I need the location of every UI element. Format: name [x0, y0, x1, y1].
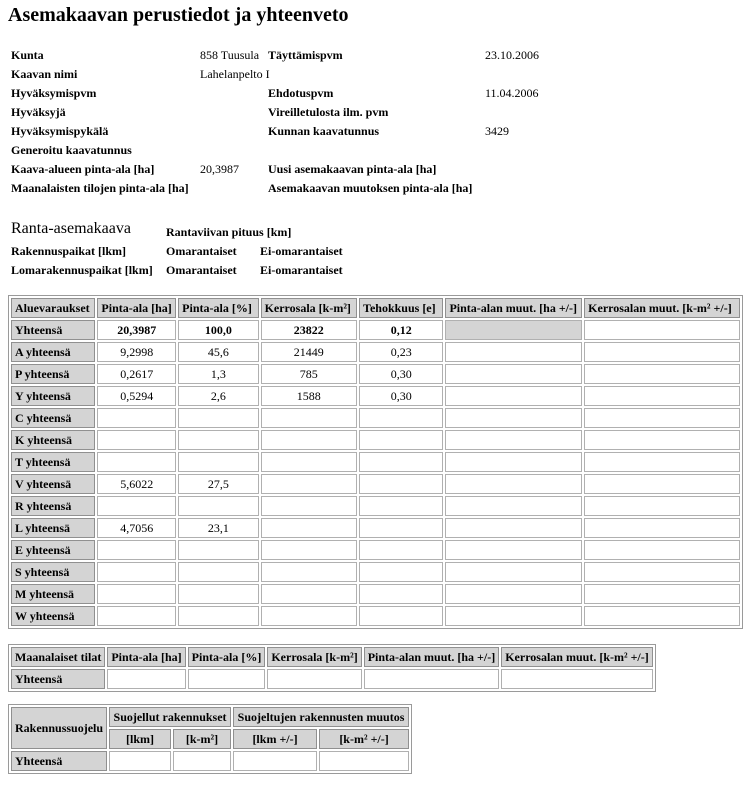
- table-cell: [261, 584, 357, 604]
- header-rakennussuojelu: Rakennussuojelu: [11, 707, 107, 749]
- tayttamispvm-value: 23.10.2006: [485, 48, 539, 62]
- rakennuspaikat-label: Rakennuspaikat [lkm]: [11, 244, 127, 258]
- table-row: [11, 452, 740, 472]
- table-cell: 0,12: [359, 320, 443, 340]
- table-cell: [584, 606, 740, 626]
- table-cell: 785: [261, 364, 357, 384]
- row-label: S yhteensä: [11, 562, 95, 582]
- cell-empty: [109, 751, 171, 771]
- table-cell: [584, 364, 740, 384]
- table-row: [11, 562, 740, 582]
- table-cell: [261, 606, 357, 626]
- table-cell: [445, 342, 582, 362]
- table-cell: [178, 430, 258, 450]
- table-cell: [445, 562, 582, 582]
- table-cell: [261, 540, 357, 560]
- table-cell: [97, 540, 176, 560]
- cell-empty: [233, 751, 317, 771]
- header-k-m2-muutos: [k-m² +/-]: [319, 729, 409, 749]
- row-label: C yhteensä: [11, 408, 95, 428]
- table-cell: [261, 562, 357, 582]
- table-cell: [261, 474, 357, 494]
- lomarakennuspaikat-label: Lomarakennuspaikat [lkm]: [11, 263, 153, 277]
- table-cell: [97, 430, 176, 450]
- header-lkm-muutos: [lkm +/-]: [233, 729, 317, 749]
- kaavan-nimi-label: Kaavan nimi: [11, 67, 78, 81]
- table-cell: 0,2617: [97, 364, 176, 384]
- table-cell: [97, 606, 176, 626]
- row-label: A yhteensä: [11, 342, 95, 362]
- table-cell: [359, 584, 443, 604]
- table-row: [11, 342, 740, 362]
- table-row: [11, 474, 740, 494]
- header-pinta-ala-ha: Pinta-ala [ha]: [107, 647, 185, 667]
- kaavan-nimi-value: Lahelanpelto I: [200, 67, 270, 81]
- table-cell: 4,7056: [97, 518, 176, 538]
- kaava-alueen-label: Kaava-alueen pinta-ala [ha]: [11, 162, 155, 176]
- table-row: [11, 386, 740, 406]
- table-row: [11, 518, 740, 538]
- table-cell: [584, 496, 740, 516]
- table-cell: [445, 408, 582, 428]
- table-row: [11, 496, 740, 516]
- table-cell: [359, 474, 443, 494]
- table-cell: [359, 452, 443, 472]
- header-pinta-ala-pct: Pinta-ala [%]: [188, 647, 266, 667]
- header-kerrosala: Kerrosala [k-m²]: [267, 647, 361, 667]
- table-cell: [584, 430, 740, 450]
- header-kerrosalan-muut: Kerrosalan muut. [k-m² +/-]: [584, 298, 740, 318]
- header-k-m2: [k-m²]: [173, 729, 231, 749]
- table-cell: [359, 496, 443, 516]
- table-cell: 1,3: [178, 364, 258, 384]
- vireilletulosta-label: Vireilletulosta ilm. pvm: [268, 105, 389, 119]
- rakennuspaikat-omarantaiset: Omarantaiset: [166, 244, 237, 258]
- table-cell: 0,30: [359, 364, 443, 384]
- rantaviivan-label: Rantaviivan pituus [km]: [166, 225, 292, 239]
- table-cell: [97, 562, 176, 582]
- table-cell: [97, 584, 176, 604]
- hyvaksymispvm-label: Hyväksymispvm: [11, 86, 97, 100]
- table-cell: 5,6022: [97, 474, 176, 494]
- cell-empty: [364, 669, 500, 689]
- header-pinta-ala-ha: Pinta-ala [ha]: [97, 298, 176, 318]
- row-label: P yhteensä: [11, 364, 95, 384]
- table-cell: [445, 452, 582, 472]
- cell-empty: [267, 669, 361, 689]
- row-label: E yhteensä: [11, 540, 95, 560]
- lomarakennuspaikat-ei-omarantaiset: Ei-omarantaiset: [260, 263, 343, 277]
- table-cell: 23,1: [178, 518, 258, 538]
- header-kerrosalan-muut: Kerrosalan muut. [k-m² +/-]: [501, 647, 653, 667]
- table-cell: 20,3987: [97, 320, 176, 340]
- lomarakennuspaikat-omarantaiset: Omarantaiset: [166, 263, 237, 277]
- table-cell: 45,6: [178, 342, 258, 362]
- header-pinta-alan-muut: Pinta-alan muut. [ha +/-]: [364, 647, 500, 667]
- table-row: [11, 669, 653, 689]
- table-header-row: [11, 298, 740, 318]
- table-cell: [178, 606, 258, 626]
- row-label: Y yhteensä: [11, 386, 95, 406]
- table-cell: [445, 518, 582, 538]
- table-cell: [359, 562, 443, 582]
- table-cell: [359, 518, 443, 538]
- table-cell: 2,6: [178, 386, 258, 406]
- rakennussuojelu-table: [8, 704, 412, 774]
- kaava-alueen-value: 20,3987: [200, 162, 239, 176]
- page-title: Asemakaavan perustiedot ja yhteenveto: [8, 4, 349, 26]
- cell-empty: [173, 751, 231, 771]
- ehdotuspvm-value: 11.04.2006: [485, 86, 539, 100]
- table-cell: [445, 584, 582, 604]
- table-cell: [445, 430, 582, 450]
- table-cell: [445, 496, 582, 516]
- table-row: [11, 540, 740, 560]
- table-row: [11, 364, 740, 384]
- kunta-label: Kunta: [11, 48, 44, 62]
- table-row: [11, 408, 740, 428]
- table-cell: 0,5294: [97, 386, 176, 406]
- kunta-value: 858 Tuusula: [200, 48, 260, 62]
- generoitu-label: Generoitu kaavatunnus: [11, 143, 132, 157]
- table-cell: [178, 496, 258, 516]
- maanalaisten-label: Maanalaisten tilojen pinta-ala [ha]: [11, 181, 189, 195]
- cell-empty: [501, 669, 653, 689]
- header-tehokkuus: Tehokkuus [e]: [359, 298, 443, 318]
- muutoksen-label: Asemakaavan muutoksen pinta-ala [ha]: [268, 181, 473, 195]
- table-cell: [584, 518, 740, 538]
- header-aluevaraukset: Aluevaraukset: [11, 298, 95, 318]
- table-header-row: [11, 647, 653, 667]
- row-label-yhteensa: Yhteensä: [11, 751, 107, 771]
- row-label: M yhteensä: [11, 584, 95, 604]
- table-cell: [584, 386, 740, 406]
- row-label: L yhteensä: [11, 518, 95, 538]
- table-row: [11, 430, 740, 450]
- table-cell: [178, 584, 258, 604]
- table-cell: [178, 540, 258, 560]
- header-pinta-alan-muut: Pinta-alan muut. [ha +/-]: [445, 298, 582, 318]
- table-cell: 100,0: [178, 320, 258, 340]
- table-cell: [359, 430, 443, 450]
- table-cell: [261, 430, 357, 450]
- table-cell: [359, 408, 443, 428]
- table-cell: [584, 320, 740, 340]
- table-cell: [359, 540, 443, 560]
- table-cell: [445, 364, 582, 384]
- ranta-heading: Ranta-asemakaava: [11, 220, 131, 237]
- table-cell: [584, 474, 740, 494]
- table-cell: [97, 496, 176, 516]
- table-cell: 0,30: [359, 386, 443, 406]
- table-cell: [584, 452, 740, 472]
- table-cell: 9,2998: [97, 342, 176, 362]
- table-cell: [445, 474, 582, 494]
- row-label: V yhteensä: [11, 474, 95, 494]
- kunnan-kaavatunnus-value: 3429: [485, 124, 509, 138]
- table-cell: [584, 562, 740, 582]
- table-cell: [445, 386, 582, 406]
- table-cell: [584, 342, 740, 362]
- row-label: K yhteensä: [11, 430, 95, 450]
- header-lkm: [lkm]: [109, 729, 171, 749]
- table-cell: [445, 320, 582, 340]
- uusi-asemakaavan-label: Uusi asemakaavan pinta-ala [ha]: [268, 162, 437, 176]
- table-header-row: [11, 707, 409, 727]
- table-row: [11, 584, 740, 604]
- table-cell: [359, 606, 443, 626]
- table-cell: 23822: [261, 320, 357, 340]
- rakennuspaikat-ei-omarantaiset: Ei-omarantaiset: [260, 244, 343, 258]
- table-cell: [261, 496, 357, 516]
- aluevaraukset-table: [8, 295, 743, 629]
- tayttamispvm-label: Täyttämispvm: [268, 48, 343, 62]
- total-row: [11, 320, 740, 340]
- maanalaiset-table: [8, 644, 656, 692]
- hyvaksymispykala-label: Hyväksymispykälä: [11, 124, 109, 138]
- header-suojellut-rakennukset: Suojellut rakennukset: [109, 707, 231, 727]
- table-cell: 0,23: [359, 342, 443, 362]
- table-cell: 1588: [261, 386, 357, 406]
- table-row: [11, 606, 740, 626]
- table-cell: [584, 584, 740, 604]
- table-cell: [445, 606, 582, 626]
- header-maanalaiset-tilat: Maanalaiset tilat: [11, 647, 105, 667]
- table-cell: [261, 518, 357, 538]
- table-cell: [178, 562, 258, 582]
- header-suojeltujen-muutos: Suojeltujen rakennusten muutos: [233, 707, 409, 727]
- table-cell: [97, 408, 176, 428]
- table-cell: [445, 540, 582, 560]
- hyvaksyja-label: Hyväksyjä: [11, 105, 66, 119]
- row-label: T yhteensä: [11, 452, 95, 472]
- row-label: Yhteensä: [11, 320, 95, 340]
- row-label-yhteensa: Yhteensä: [11, 669, 105, 689]
- table-cell: [178, 452, 258, 472]
- table-cell: [584, 408, 740, 428]
- table-cell: 27,5: [178, 474, 258, 494]
- ehdotuspvm-label: Ehdotuspvm: [268, 86, 334, 100]
- table-cell: [261, 452, 357, 472]
- table-cell: [97, 452, 176, 472]
- row-label: W yhteensä: [11, 606, 95, 626]
- table-cell: [584, 540, 740, 560]
- kunnan-kaavatunnus-label: Kunnan kaavatunnus: [268, 124, 380, 138]
- table-cell: [261, 408, 357, 428]
- header-kerrosala: Kerrosala [k-m²]: [261, 298, 357, 318]
- table-cell: [178, 408, 258, 428]
- table-cell: 21449: [261, 342, 357, 362]
- header-pinta-ala-pct: Pinta-ala [%]: [178, 298, 258, 318]
- cell-empty: [107, 669, 185, 689]
- table-row: [11, 751, 409, 771]
- cell-empty: [188, 669, 266, 689]
- row-label: R yhteensä: [11, 496, 95, 516]
- cell-empty: [319, 751, 409, 771]
